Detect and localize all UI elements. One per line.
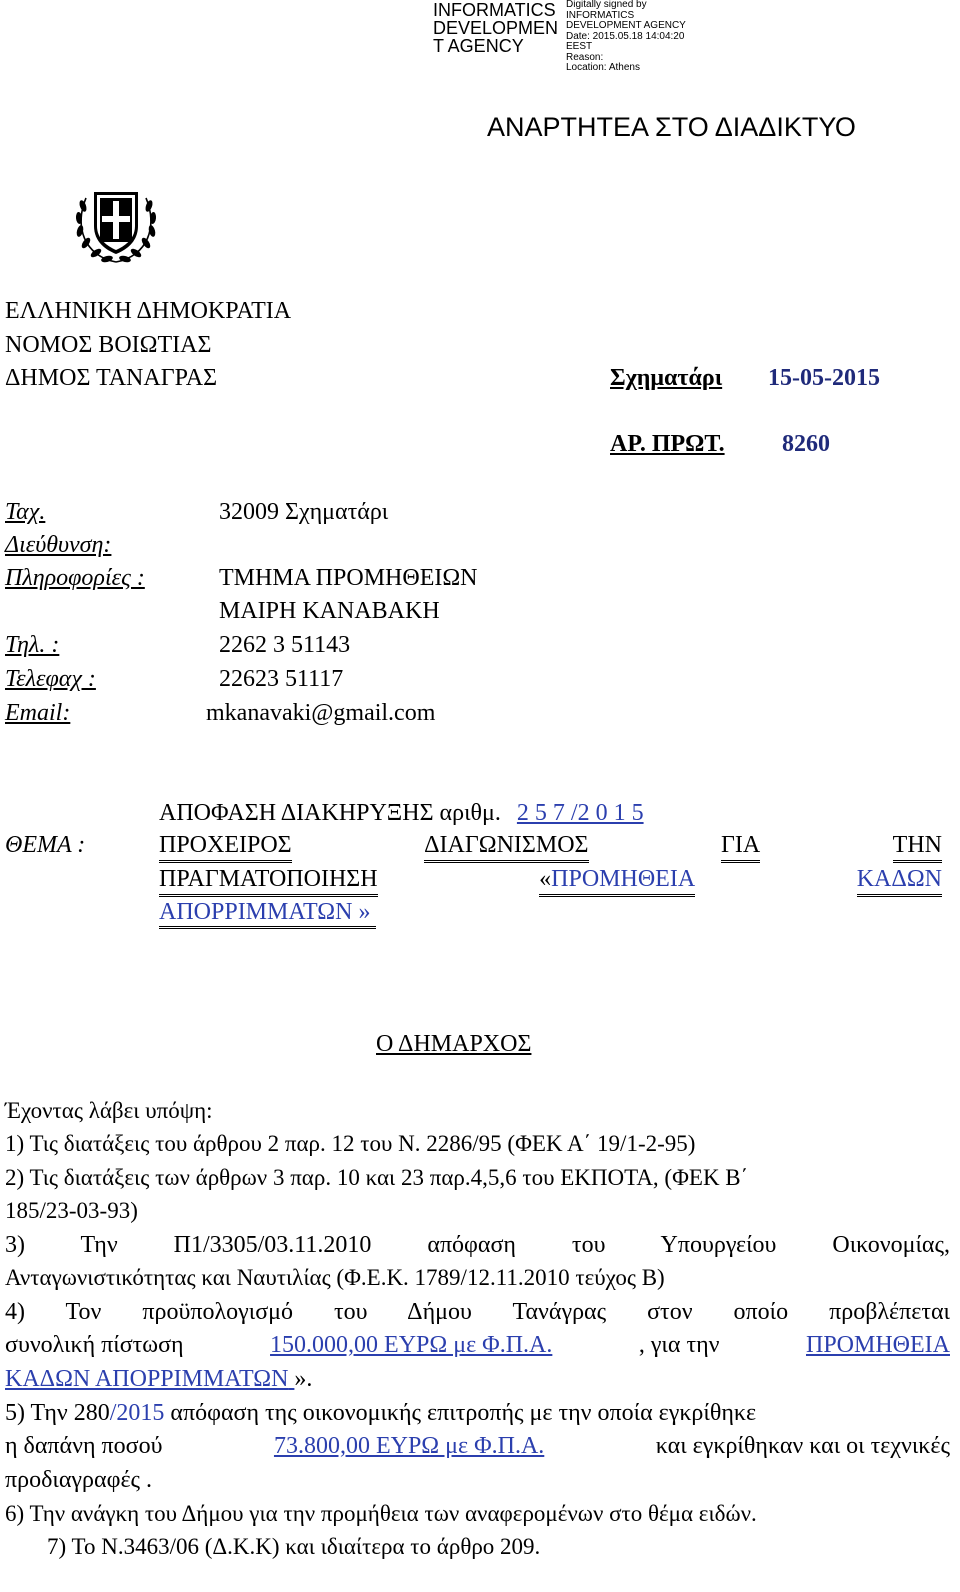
info-person: ΜΑΙΡΗ ΚΑΝΑΒΑΚΗ bbox=[219, 598, 440, 624]
item-5-line-1 bbox=[5, 1400, 756, 1427]
quote-open: « bbox=[539, 866, 552, 892]
signature-detail-line: Location: Athens bbox=[566, 62, 640, 73]
signature-detail-line: Digitally signed by bbox=[566, 0, 647, 10]
signature-details bbox=[566, 0, 686, 74]
item-4-line-1: 4) Τον προϋπολογισμό του Δήμου Τανάγρας στον οποίο προβλέπεται bbox=[5, 1299, 950, 1325]
document-place: Σχηματάρι bbox=[610, 365, 723, 391]
info-label: Πληροφορίες : bbox=[5, 565, 145, 591]
signature-detail-line: Date: 2015.05.18 14:04:20 bbox=[566, 30, 685, 42]
signature-issuer-line: INFORMATICS bbox=[433, 0, 556, 20]
decision-heading bbox=[159, 800, 644, 827]
signature-issuer bbox=[433, 1, 558, 55]
protocol-label: ΑΡ. ΠΡΩΤ. bbox=[610, 431, 725, 457]
procurement-link[interactable]: ΠΡΟΜΗΘΕΙΑ bbox=[805, 1332, 950, 1358]
subject-line-2 bbox=[159, 866, 942, 897]
coat-of-arms-icon bbox=[70, 176, 162, 268]
org-country: ΕΛΛΗΝΙΚΗ ΔΗΜΟΚΡΑΤΙΑ bbox=[5, 298, 292, 324]
fax-value: 22623 51117 bbox=[219, 666, 344, 692]
item-5-text: 5) Την 280 bbox=[5, 1400, 110, 1426]
email-value[interactable]: mkanavaki@gmail.com bbox=[206, 700, 436, 726]
subject-word: ΤΗΝ bbox=[893, 832, 942, 863]
subject-word: ΠΡΟΧΕΙΡΟΣ bbox=[159, 832, 292, 863]
item-2-line-2: 185/23-03-93) bbox=[5, 1198, 138, 1223]
item-5-text-3: η δαπάνη ποσού bbox=[5, 1433, 163, 1459]
item-4-line-2 bbox=[5, 1332, 950, 1359]
decision-prefix: ΑΠΟΦΑΣΗ ΔΙΑΚΗΡΥΞΗΣ αριθμ. bbox=[159, 800, 501, 826]
item-4-end: ». bbox=[294, 1366, 313, 1392]
postal-value: 32009 Σχηματάρι bbox=[219, 499, 389, 525]
item-5-year: /2015 bbox=[109, 1400, 165, 1426]
org-prefecture: ΝΟΜΟΣ ΒΟΙΩΤΙΑΣ bbox=[5, 332, 212, 358]
considering-heading: Έχοντας λάβει υπόψη: bbox=[5, 1098, 213, 1123]
procurement-link-2[interactable]: ΚΑΔΩΝ ΑΠΟΡΡΙΜΜΑΤΩΝ bbox=[5, 1366, 289, 1392]
signature-detail-line: DEVELOPMENT AGENCY bbox=[566, 20, 686, 31]
email-label: Email: bbox=[5, 700, 71, 726]
item-6: 6) Την ανάγκη του Δήμου για την προμήθεια των αναφερομένων στο θέμα ειδών. bbox=[5, 1501, 757, 1526]
decision-number: 2 5 7 /2 0 1 5 bbox=[516, 800, 644, 826]
signature-issuer-line: T AGENCY bbox=[433, 36, 524, 56]
item-5-line-2 bbox=[5, 1433, 950, 1460]
item-5-line-3: προδιαγραφές . bbox=[5, 1467, 153, 1493]
item-3-line-1: 3) Την Π1/3305/03.11.2010 απόφαση του Υπουργείου Οικονομίας, bbox=[5, 1232, 950, 1258]
signature-detail-line: EEST bbox=[566, 41, 593, 52]
expense-link[interactable]: 73.800,00 ΕΥΡΩ με Φ.Π.Α. bbox=[273, 1433, 545, 1459]
document-date: 15-05-2015 bbox=[768, 365, 880, 391]
fax-label: Τελεφαχ : bbox=[5, 666, 96, 692]
info-department: ΤΜΗΜΑ ΠΡΟΜΗΘΕΙΩΝ bbox=[219, 565, 478, 591]
subject-word: ΠΡΟΜΗΘΕΙΑ bbox=[551, 866, 696, 892]
signature-detail-line: Reason: bbox=[566, 51, 604, 63]
subject-item-title bbox=[539, 866, 695, 897]
signature-detail-line: INFORMATICS bbox=[566, 9, 635, 21]
subject-word: ΠΡΑΓΜΑΤΟΠΟΙΗΣΗ bbox=[159, 866, 378, 897]
org-municipality: ΔΗΜΟΣ ΤΑΝΑΓΡΑΣ bbox=[5, 365, 218, 391]
item-4-text-2: , για την bbox=[638, 1332, 720, 1358]
mayor-title: Ο ΔΗΜΑΡΧΟΣ bbox=[376, 1031, 532, 1057]
subject-word: ΚΑΔΩΝ bbox=[857, 866, 942, 897]
item-1: 1) Τις διατάξεις του άρθρου 2 παρ. 12 του Ν. 2286/95 (ΦΕΚ Α΄ 19/1-2-95) bbox=[5, 1131, 696, 1156]
budget-link[interactable]: 150.000,00 ΕΥΡΩ με Φ.Π.Α. bbox=[270, 1332, 553, 1358]
subject-word: ΓΙΑ bbox=[721, 832, 760, 863]
item-4-text: συνολική πίστωση bbox=[5, 1332, 184, 1358]
protocol-number: 8260 bbox=[782, 431, 830, 457]
subject-word: ΔΙΑΓΩΝΙΣΜΟΣ bbox=[424, 832, 588, 863]
subject-item-end bbox=[159, 899, 376, 929]
publish-notice: ΑΝΑΡΤΗΤΕΑ ΣΤΟ ΔΙΑΔΙΚΤΥΟ bbox=[487, 112, 856, 142]
quote-close: » bbox=[358, 899, 371, 925]
subject-word: ΑΠΟΡΡΙΜΜΑΤΩΝ bbox=[159, 899, 353, 925]
signature-issuer-line: DEVELOPMEN bbox=[433, 18, 559, 38]
subject-label: ΘΕΜΑ : bbox=[5, 832, 86, 858]
item-4-line-3 bbox=[5, 1366, 312, 1393]
postal-label: Ταχ. bbox=[5, 499, 46, 525]
postal-label-2: Διεύθυνση: bbox=[5, 532, 112, 558]
subject-line-3 bbox=[159, 899, 376, 926]
phone-label: Τηλ. : bbox=[5, 632, 60, 658]
item-3-line-2: Ανταγωνιστικότητας και Ναυτιλίας (Φ.Ε.Κ. 1789/12.11.2010 τεύχος Β) bbox=[5, 1265, 665, 1290]
item-7: 7) Το Ν.3463/06 (Δ.Κ.Κ) και ιδιαίτερα το άρθρο 209. bbox=[47, 1534, 541, 1559]
item-5-text-4: και εγκρίθηκαν και οι τεχνικές bbox=[655, 1433, 950, 1459]
phone-value: 2262 3 51143 bbox=[219, 632, 351, 658]
item-2-line-1: 2) Τις διατάξεις των άρθρων 3 παρ. 10 και 23 παρ.4,5,6 του ΕΚΠΟΤΑ, (ΦΕΚ Β΄ bbox=[5, 1165, 749, 1190]
item-5-text-2: απόφαση της οικονομικής επιτροπής με την οποία εγκρίθηκε bbox=[164, 1400, 757, 1426]
subject-line-1 bbox=[159, 832, 942, 863]
